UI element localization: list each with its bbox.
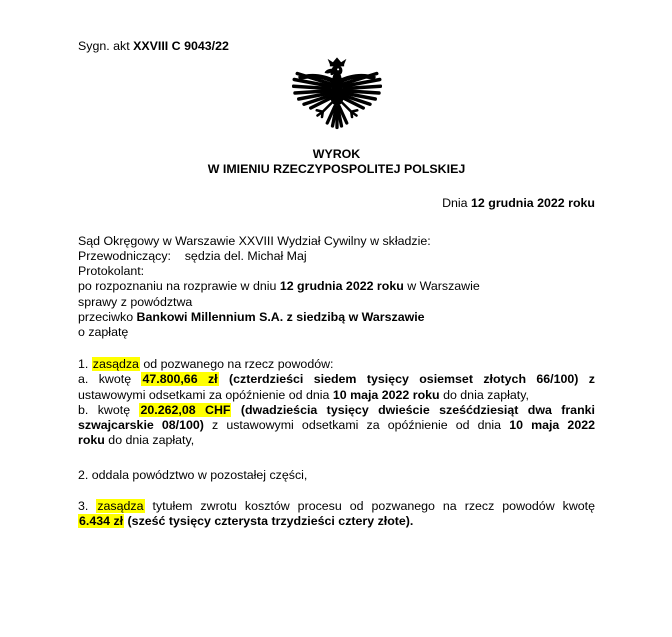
presiding-judge-line xyxy=(78,249,595,264)
text-run: roku xyxy=(78,433,105,448)
ruling-1a-line-2 xyxy=(78,388,595,403)
case-number-line xyxy=(78,39,595,54)
text-run: WYROK xyxy=(312,147,361,162)
date-line xyxy=(78,196,595,211)
text-run xyxy=(219,372,229,386)
defendant-line xyxy=(78,310,595,325)
highlighted-text: 6.434 zł xyxy=(79,513,124,528)
text-run: do dnia zapłaty, xyxy=(104,433,195,448)
ruling-1b-line-3 xyxy=(78,433,595,448)
highlighted-text: 20.262,08 CHF xyxy=(140,402,231,417)
ruling-1b-line-1 xyxy=(78,403,595,418)
text-run: 10 maja 2022 roku xyxy=(332,387,440,402)
hearing-line xyxy=(78,279,595,294)
eagle-head xyxy=(331,65,342,76)
text-run: 3. xyxy=(78,498,97,513)
polish-eagle-emblem xyxy=(78,57,595,141)
text-run: 12 grudnia 2022 roku xyxy=(471,195,595,210)
highlighted-text: zasądza xyxy=(92,357,139,372)
subject-line xyxy=(78,325,595,340)
text-run: Dnia xyxy=(442,195,472,210)
eagle-right-wing xyxy=(338,74,380,109)
text-run: od pozwanego na rzecz powodów: xyxy=(139,357,334,372)
text-run: tytułem zwrotu kosztów procesu od pozwanego na rzecz powodów kwotę xyxy=(144,498,596,513)
title-republic xyxy=(78,162,595,177)
court-line xyxy=(78,234,595,249)
text-run: Protokolant: xyxy=(78,264,145,279)
text-run: o zapłatę xyxy=(78,325,129,340)
eagle-crown-band xyxy=(329,64,343,66)
text-run: Sygn. akt xyxy=(78,39,134,53)
text-run: a. kwotę xyxy=(78,372,142,387)
clerk-line xyxy=(78,264,595,279)
text-run: (dwadzieścia tysięcy dwieście sześćdziesiąt dwa franki xyxy=(240,402,595,417)
text-run: Przewodniczący: sędzia del. Michał Maj xyxy=(78,249,307,264)
ruling-3-line-2 xyxy=(78,514,595,529)
text-run: przeciwko xyxy=(78,309,137,324)
ruling-1b-line-2 xyxy=(78,418,595,433)
eagle-left-wing xyxy=(293,74,335,109)
text-run: szwajcarskie 08/100) xyxy=(78,418,204,433)
eagle-crown xyxy=(327,58,346,66)
claim-line xyxy=(78,295,595,310)
judgment-body xyxy=(78,147,595,529)
highlighted-text: zasądza xyxy=(97,498,144,513)
text-run: w Warszawie xyxy=(403,279,480,294)
text-run: po rozpoznaniu na rozprawie w dniu xyxy=(78,279,280,294)
eagle-eye xyxy=(337,69,339,71)
title-wyrok xyxy=(78,147,595,162)
text-run: ustawowymi odsetkami za opóźnienie od dnia xyxy=(78,387,333,402)
ruling-2-line xyxy=(78,468,595,483)
judgment-content xyxy=(78,39,595,529)
ruling-1-line xyxy=(78,357,595,372)
text-run: W IMIENIU RZECZYPOSPOLITEJ POLSKIEJ xyxy=(207,162,466,177)
highlighted-text: 47.800,66 zł xyxy=(142,372,218,387)
eagle-neck xyxy=(330,75,343,88)
ruling-3-line-1 xyxy=(78,499,595,514)
text-run: z ustawowymi odsetkami za opóźnienie od dnia xyxy=(203,418,510,433)
text-run: (czterdzieści siedem tysięcy osiemset złotych 66/100) z xyxy=(229,372,595,387)
text-run: 2. oddala powództwo w pozostałej części, xyxy=(78,468,308,483)
text-run: (sześć tysięcy czterysta trzydzieści cztery złote). xyxy=(127,513,414,528)
eagle-beak xyxy=(324,69,333,76)
text-run: 10 maja 2022 xyxy=(509,418,595,433)
text-run: 1. xyxy=(78,357,92,372)
text-run: 12 grudnia 2022 roku xyxy=(279,279,404,294)
text-run: XXVIII C 9043/22 xyxy=(133,39,229,53)
text-run: sprawy z powództwa xyxy=(78,294,193,309)
ruling-1a-line-1 xyxy=(78,372,595,387)
text-run: b. kwotę xyxy=(78,402,140,417)
polish-eagle-icon xyxy=(292,57,382,141)
text-run: do dnia zapłaty, xyxy=(439,387,529,402)
eagle-tail xyxy=(327,107,347,128)
text-run: Bankowi Millennium S.A. z siedzibą w Warszawie xyxy=(136,309,425,324)
text-run xyxy=(231,403,240,417)
text-run: Sąd Okręgowy w Warszawie XXVIII Wydział Cywilny w składzie: xyxy=(78,233,431,248)
